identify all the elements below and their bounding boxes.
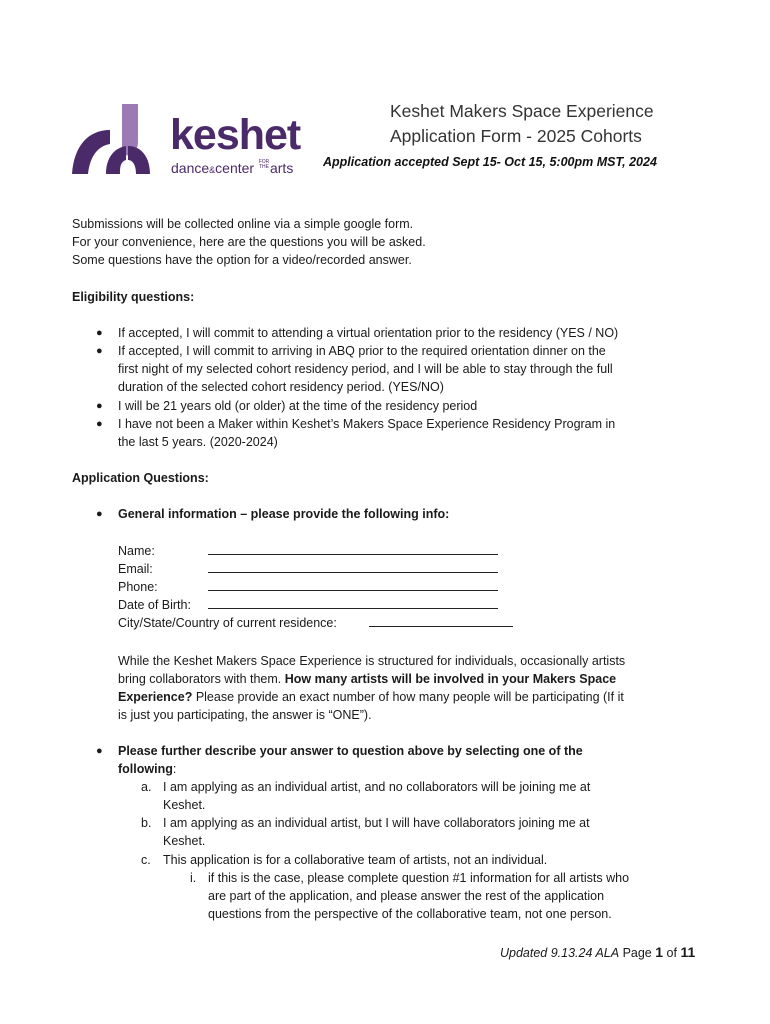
eligibility-item-2-line-2: first night of my selected cohort residency period, and I will be able to stay through the full (118, 362, 613, 376)
collab-para-line-3-question: Experience? (118, 690, 193, 704)
logo-sub-dance: dance (171, 160, 210, 176)
bullet-icon: ● (96, 508, 103, 520)
footer-of-word: of (666, 946, 677, 960)
field-city-line[interactable] (369, 614, 513, 632)
collab-para-line-2-question: How many artists will be involved in your Makers Space (284, 672, 617, 686)
logo-subtitle (171, 160, 293, 175)
collab-para-line-2 (118, 670, 616, 688)
field-name-line[interactable] (208, 542, 498, 560)
option-c-marker: c. (141, 853, 151, 867)
footer-page-number: 1 (655, 944, 664, 960)
option-b-line-2: Keshet. (163, 834, 206, 848)
eligibility-item-2-line-3: duration of the selected cohort residency period. (YES/NO) (118, 380, 444, 394)
option-b-marker: b. (141, 816, 152, 830)
footer-updated: Updated 9.13.24 ALA (500, 946, 620, 960)
field-city-label: City/State/Country of current residence: (118, 616, 337, 630)
option-a-line-1: I am applying as an individual artist, and no collaborators will be joining me at (163, 780, 591, 794)
field-dob-label: Date of Birth: (118, 598, 191, 612)
logo-sub-arts: arts (269, 160, 294, 176)
footer-page-word: Page (622, 946, 652, 960)
collab-para-line-3 (118, 688, 624, 706)
eligibility-item-3: I will be 21 years old (or older) at the time of the residency period (118, 399, 478, 413)
collab-para-line-3-text: Please provide an exact number of how many people will be participating (If it (192, 690, 624, 704)
intro-line-3: Some questions have the option for a video/recorded answer. (72, 253, 412, 267)
bullet-icon: ● (96, 327, 103, 339)
logo-sub-the: THE (258, 164, 269, 170)
question-2-line-2 (118, 760, 176, 778)
eligibility-item-4-line-2: the last 5 years. (2020-2024) (118, 435, 278, 449)
logo-wordmark: keshet (170, 111, 301, 159)
bullet-icon: ● (96, 345, 103, 357)
collab-para-line-1: While the Keshet Makers Space Experience is structured for individuals, occasionally artists (118, 654, 626, 668)
title-line-2: Application Form - 2025 Cohorts (390, 126, 642, 146)
eligibility-heading: Eligibility questions: (72, 290, 195, 304)
bullet-icon: ● (96, 400, 103, 412)
accepted-dates: Application accepted Sept 15- Oct 15, 5:00pm MST, 2024 (323, 155, 657, 169)
option-a-line-2: Keshet. (163, 798, 206, 812)
field-email-line[interactable] (208, 560, 498, 578)
general-info-heading: General information – please provide the following info: (118, 507, 450, 521)
field-phone-label: Phone: (118, 580, 158, 594)
option-c-i-marker: i. (190, 871, 197, 885)
eligibility-item-2-line-1: If accepted, I will commit to arriving in ABQ prior to the required orientation dinner on the (118, 344, 606, 358)
field-phone-line[interactable] (208, 578, 498, 596)
application-heading: Application Questions: (72, 471, 209, 485)
bullet-icon: ● (96, 418, 103, 430)
question-2-colon: : (172, 762, 177, 776)
logo-sub-for-the (258, 160, 270, 170)
option-c-i-line-3: questions from the perspective of the collaborative team, not one person. (208, 907, 612, 921)
logo-sub-for: FOR (258, 159, 270, 165)
option-c-i-line-2: are part of the application, and please answer the rest of the application (208, 889, 605, 903)
logo-sub-center: center (215, 160, 255, 176)
collab-para-line-2-text: bring collaborators with them. (118, 672, 285, 686)
field-name-label: Name: (118, 544, 155, 558)
keshet-k-mark (70, 102, 170, 180)
collab-para-line-4: is just you participating, the answer is “ONE”). (118, 708, 372, 722)
bullet-icon: ● (96, 745, 103, 757)
footer-total-pages: 11 (680, 944, 696, 960)
option-c-line-1: This application is for a collaborative team of artists, not an individual. (163, 853, 548, 867)
page-footer (500, 944, 695, 960)
eligibility-item-4-line-1: I have not been a Maker within Keshet’s Makers Space Experience Residency Program in (118, 417, 616, 431)
option-a-marker: a. (141, 780, 152, 794)
keshet-logo (70, 102, 320, 180)
eligibility-item-1: If accepted, I will commit to attending a virtual orientation prior to the residency (YES / NO) (118, 326, 619, 340)
question-2-following: following (118, 762, 173, 776)
field-dob-line[interactable] (208, 596, 498, 614)
field-email-label: Email: (118, 562, 153, 576)
document-title (390, 99, 654, 149)
question-2-line-1: Please further describe your answer to question above by selecting one of the (118, 744, 583, 758)
logo-sub-amp: & (209, 165, 216, 175)
option-b-line-1: I am applying as an individual artist, but I will have collaborators joining me at (163, 816, 590, 830)
title-line-1: Keshet Makers Space Experience (390, 101, 654, 121)
option-c-i-line-1: if this is the case, please complete question #1 information for all artists who (208, 871, 630, 885)
intro-line-1: Submissions will be collected online via a simple google form. (72, 217, 414, 231)
intro-line-2: For your convenience, here are the questions you will be asked. (72, 235, 426, 249)
